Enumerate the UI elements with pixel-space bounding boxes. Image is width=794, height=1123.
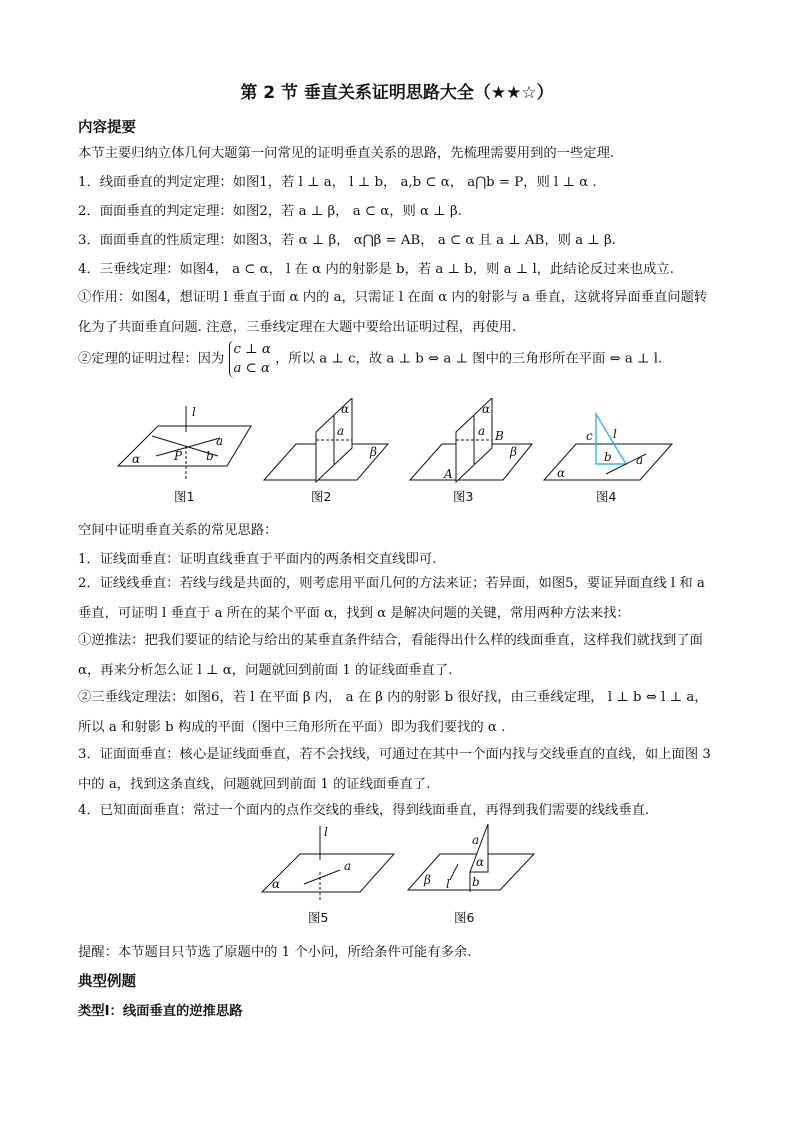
label-l: l	[192, 405, 196, 419]
label-b: b	[604, 450, 612, 464]
page-title: 第 2 节 垂直关系证明思路大全（★★☆）	[240, 83, 554, 103]
label-a: a	[344, 859, 352, 873]
theorem-1: 1．线面垂直的判定定理：如图1，若 l ⊥ a， l ⊥ b， a,b ⊂ α， a⋂b = P，则 l ⊥ α .	[78, 175, 597, 190]
label-a: a	[636, 453, 644, 467]
label-alpha: α	[272, 877, 281, 891]
idea-4: 4．已知面面垂直：常过一个面内的点作交线的垂线，得到线面垂直，再得到我们需要的线线垂直.	[78, 803, 650, 818]
label-B: B	[495, 429, 504, 443]
label-a: a	[478, 424, 486, 438]
plane-alpha-shape	[262, 854, 394, 892]
label-alpha: α	[341, 402, 350, 416]
label-P: P	[174, 449, 183, 463]
figure-5	[262, 825, 394, 925]
figures-top-row	[0, 398, 794, 510]
proof-suffix: ，所以 a ⊥ c，故 a ⊥ b ⇔ a ⊥ 图中的三角形所在平面 ⇔ a ⊥ l.	[275, 351, 663, 367]
figure-4	[544, 414, 672, 504]
idea-2: 2．证线线垂直：若线与线是共面的，则考虑用平面几何的方法来证；若异面，如图5，要证异面直线 l 和 a 垂直，可证明 l 垂直于 a 所在的某个平面 α，找到 α 是解决问题的关键，常用两种方法来找：	[78, 576, 705, 621]
label-alpha: α	[557, 466, 566, 480]
proof-case-1: c ⊥ α	[233, 342, 271, 357]
line-l	[450, 864, 458, 880]
section-heading-examples: 典型例题	[78, 974, 136, 990]
figure-1	[118, 405, 251, 504]
label-b: b	[472, 875, 480, 889]
label-beta: β	[424, 873, 431, 887]
label-l: l	[446, 877, 450, 891]
idea-3: 3．证面面垂直：核心是证线面垂直，若不会找线，可通过在其中一个面内找与交线垂直的直线，如上面图 3 中的 a，找到这条直线，问题就回到前面 1 的证线面垂直了.	[78, 747, 711, 792]
label-l: l	[613, 427, 617, 441]
caption-figure-5: 图5	[308, 910, 329, 925]
caption-figure-3: 图3	[453, 489, 474, 504]
label-beta: β	[510, 445, 517, 459]
caption-figure-2: 图2	[311, 489, 332, 504]
label-alpha: α	[482, 402, 491, 416]
ideas-intro: 空间中证明垂直关系的常见思路：	[78, 523, 278, 538]
caption-figure-4: 图4	[596, 489, 617, 504]
caption-figure-6: 图6	[454, 910, 475, 925]
label-A: A	[444, 467, 453, 481]
caption-figure-1: 图1	[174, 489, 195, 504]
figure-2	[264, 398, 388, 504]
theorem-proof	[78, 340, 718, 379]
label-beta: β	[370, 445, 377, 459]
intro-paragraph: 本节主要归纳立体几何大题第一问常见的证明垂直关系的思路，先梳理需要用到的一些定理.	[78, 146, 615, 161]
figure-3	[410, 398, 532, 504]
reminder: 提醒：本节题目只节选了原题中的 1 个小问，所给条件可能有多余.	[78, 945, 472, 960]
theorem-3: 3．面面垂直的性质定理：如图3，若 α ⊥ β， α⋂β = AB， a ⊂ α 且 a ⊥ AB，则 a ⊥ β.	[78, 233, 616, 248]
theorem-usage: ①作用：如图4，想证明 l 垂直于面 α 内的 a，只需证 l 在面 α 内的射影与 a 垂直，这就将异面垂直问题转化为了共面垂直问题. 注意，三垂线定理在大题中要给出证明过程，再使用.	[78, 290, 708, 335]
label-alpha: α	[132, 452, 141, 466]
label-a: a	[216, 434, 224, 448]
proof-cases-brace	[229, 340, 271, 378]
label-c: c	[586, 429, 593, 443]
type-heading: 类型Ⅰ：线面垂直的逆推思路	[78, 1004, 243, 1019]
theorem-2: 2．面面垂直的判定定理：如图2，若 a ⊥ β， a ⊂ α，则 α ⊥ β.	[78, 204, 462, 219]
line-a	[304, 870, 340, 884]
method-1: ①逆推法：把我们要证的结论与给出的某垂直条件结合，看能得出什么样的线面垂直，这样我们就找到了面 α，再来分析怎么证 l ⊥ α，问题就回到前面 1 的证线面垂直了.	[78, 633, 703, 678]
label-l: l	[324, 825, 328, 839]
idea-1: 1．证线面垂直：证明直线垂直于平面内的两条相交直线即可.	[78, 552, 437, 567]
label-b: b	[206, 449, 214, 463]
figure-6	[408, 824, 534, 925]
label-a: a	[472, 833, 480, 847]
proof-case-2: a ⊂ α	[233, 361, 271, 376]
label-a: a	[337, 424, 345, 438]
proof-prefix: ②定理的证明过程：因为	[78, 351, 225, 367]
figures-bottom-row	[0, 824, 794, 936]
theorem-4: 4．三垂线定理：如图4， a ⊂ α， l 在 α 内的射影是 b，若 a ⊥ b，则 a ⊥ l，此结论反过来也成立.	[78, 262, 674, 277]
label-alpha: α	[476, 855, 485, 869]
section-heading-summary: 内容提要	[78, 120, 136, 136]
method-2: ②三垂线定理法：如图6，若 l 在平面 β 内， a 在 β 内的射影 b 很好找，由三垂线定理， l ⊥ b ⇔ l ⊥ a，所以 a 和射影 b 构成的平面（图中三角形所在平面）即为我们要找的 α .	[78, 690, 708, 735]
